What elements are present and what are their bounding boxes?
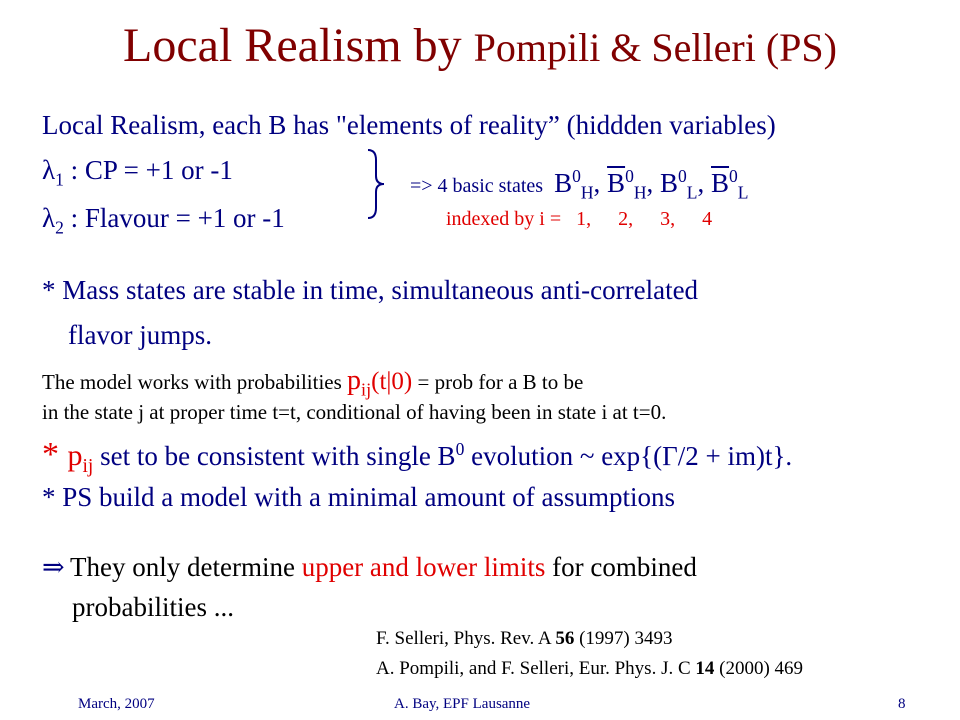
reference-1: F. Selleri, Phys. Rev. A 56 (1997) 3493 (376, 628, 673, 649)
pij-text-b: evolution ~ exp{(Γ/2 + im)t}. (464, 441, 793, 471)
index-2: 2, (618, 208, 634, 230)
lambda1-text: : CP = +1 or -1 (63, 155, 233, 185)
implies-icon: ⇒ (42, 552, 65, 582)
lambda2-text: : Flavour = +1 or -1 (63, 203, 285, 233)
lambda2-symbol: λ (42, 203, 56, 233)
footer-author: A. Bay, EPF Lausanne (394, 696, 531, 712)
state-4: $\overline{B}^0_L$ (711, 166, 749, 203)
basic-states-line (410, 166, 749, 203)
lambda1-sub: 1 (55, 169, 64, 190)
pij-star: * (42, 436, 68, 473)
index-3: 3, (660, 208, 676, 230)
slide-title (0, 18, 960, 73)
model-line1-a: The model works with probabilities (42, 370, 342, 394)
limits-line2: probabilities ... (72, 592, 234, 622)
state-list: $B^0_H$, $\overline{B}^0_H$, $B^0_L$, $\overline{B}^0_L$ (554, 166, 749, 203)
lambda2-line (42, 203, 285, 238)
state-1: $B^0_H$ (554, 166, 594, 203)
footer-page-number: 8 (898, 696, 906, 712)
limits-b: for combined (545, 552, 697, 582)
state-2: $\overline{B}^0_H$ (607, 166, 647, 203)
pij-sup: 0 (455, 439, 465, 459)
lambda1-symbol: λ (42, 155, 56, 185)
lambda2-sub: 2 (55, 217, 64, 238)
model-line1-c: = prob for a B to be (412, 370, 584, 394)
pij-text-a: set to be consistent with single B (93, 441, 456, 471)
basic-states-prefix: => 4 basic states (410, 175, 544, 197)
model-line2: in the state j at proper time t=t, conditional of having been in state i at t=0. (42, 400, 667, 424)
pij-line (42, 436, 792, 478)
limits-line1 (42, 552, 697, 583)
title-main: Local Realism by (123, 19, 462, 72)
limits-a: They only determine (70, 552, 302, 582)
index-4: 4 (702, 208, 713, 230)
index-1: 1, (576, 208, 592, 230)
indexed-label: indexed by i = (446, 208, 562, 230)
right-brace-icon (364, 148, 386, 220)
indexed-line (446, 208, 712, 231)
title-authors: Pompili & Selleri (PS) (473, 25, 837, 70)
footer-date: March, 2007 (78, 696, 155, 712)
prob-symbol: $p_{ij}(t|0)$ (347, 365, 413, 400)
mass-states-line1: * Mass states are stable in time, simultaneous anti-correlated (42, 275, 699, 305)
mass-states-line2: flavor jumps. (68, 320, 212, 350)
reference-2: A. Pompili, and F. Selleri, Eur. Phys. J. C 14 (2000) 469 (376, 658, 804, 679)
intro-line: Local Realism, each B has "elements of reality” (hiddden variables) (42, 110, 776, 140)
model-line1 (42, 365, 583, 401)
limits-red: upper and lower limits (301, 552, 546, 582)
lambda1-line (42, 155, 233, 190)
pij-symbol: $p_{ij}$ (67, 439, 94, 477)
ps-build-line: * PS build a model with a minimal amount of assumptions (42, 482, 675, 512)
state-3: $B^0_L$ (660, 166, 698, 203)
